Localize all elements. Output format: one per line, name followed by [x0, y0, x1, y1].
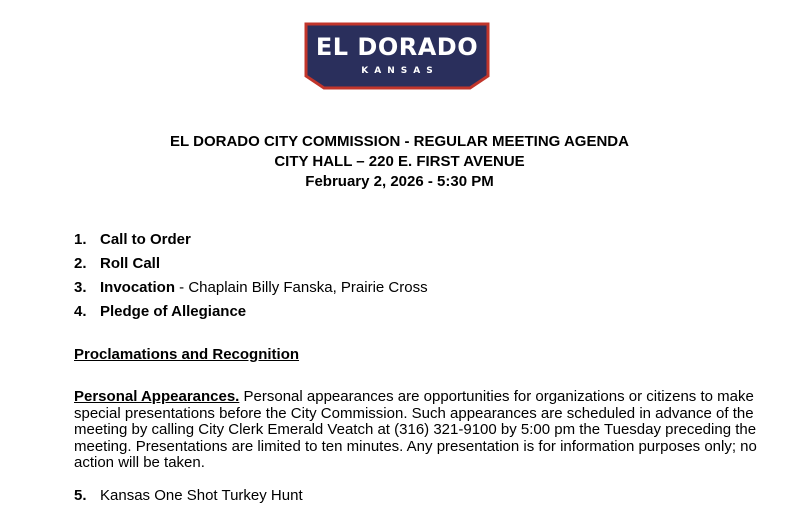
agenda-item-title: Pledge of Allegiance [100, 303, 247, 320]
agenda-item [74, 228, 428, 252]
agenda-item-number: 4. [74, 303, 87, 320]
agenda-item-number: 5. [74, 487, 87, 504]
agenda-item [74, 300, 428, 324]
agenda-item-number: 2. [74, 255, 87, 272]
agenda-item-title: Kansas One Shot Turkey Hunt [100, 487, 303, 504]
agenda-item-title: Invocation [100, 279, 176, 296]
agenda-item-title: Roll Call [100, 255, 161, 272]
personal-appearances-paragraph [74, 389, 764, 472]
personal-appearances-text: Personal appearances are opportunities for organizations or citizens to make special presentations before the City Commission. Such appearances are scheduled in advance of the meeting by calling City Clerk Emerald Veatch at (316) 321-9100 by 5:00 pm the Tuesday preceding the meeting. Presentations are limited to ten minutes. Any presentation is for information purposes only; no action will be taken. [74, 388, 757, 472]
agenda-list [74, 228, 428, 324]
agenda-item-title: Call to Order [100, 231, 191, 248]
logo-name: EL DORADO [315, 33, 479, 61]
agenda-item [74, 485, 303, 507]
personal-appearances-heading: Personal Appearances. [74, 388, 240, 405]
agenda-item-number: 1. [74, 231, 87, 248]
agenda-item [74, 252, 428, 276]
agenda-header [0, 132, 799, 192]
header-title: EL DORADO CITY COMMISSION - REGULAR MEETING AGENDA [170, 133, 629, 150]
el-dorado-logo [304, 22, 490, 90]
header-location: CITY HALL – 220 E. FIRST AVENUE [274, 153, 525, 170]
agenda-item-number: 3. [74, 279, 87, 296]
header-date: February 2, 2026 - 5:30 PM [305, 173, 494, 190]
proclamations-heading: Proclamations and Recognition [74, 346, 300, 363]
agenda-item-detail: - Chaplain Billy Fanska, Prairie Cross [175, 279, 428, 296]
agenda-item [74, 276, 428, 300]
logo-state: KANSAS [361, 66, 439, 76]
